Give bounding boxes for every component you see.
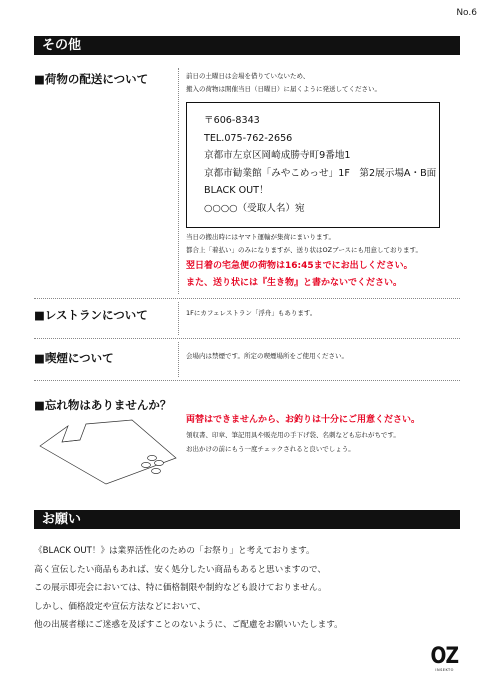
request-line-5: 他の出展者様にご迷惑を及ぼすことのないように、ご配慮をお願いいたします。 [34,620,343,630]
section-request-bar: お願い [34,510,460,529]
divider [34,338,460,339]
delivery-heading: ■荷物の配送について [34,72,149,86]
address-venue: 京都市勧業館「みやこめっせ」1F 第2展示場A・B面 [204,167,437,179]
page-number: No.6 [456,8,477,18]
smoking-heading: ■喫煙について [34,351,114,365]
restaurant-divider-vertical [178,302,179,335]
request-text [34,542,343,635]
address-recipient: ○○○○（受取人名）宛 [204,202,305,214]
shopping-bag-icon [40,420,176,484]
address-postal: 〒606-8343 [204,115,260,126]
address-street: 京都市左京区岡崎成勝寺町9番地1 [204,150,351,162]
section-other-bar: その他 [34,36,460,55]
oz-logo [428,646,461,673]
delivery-warning-1: 翌日着の宅急便の荷物は16:45までにお出しください。 [186,261,413,271]
delivery-divider-vertical [178,68,179,294]
delivery-intro-1: 前日の土曜日は会場を借りていないため、 [186,72,310,80]
change-warning: 両替はできませんから、お釣りは十分にご用意ください。 [186,415,421,425]
request-line-1: 《BLACK OUT！》は業界活性化のための「お祭り」と考えております。 [34,546,315,556]
request-line-4: しかし、価格設定や宣伝方法などにおいて、 [34,601,206,612]
smoking-text: 会場内は禁煙です。所定の喫煙場所をご使用ください。 [186,352,348,360]
smoking-divider-vertical [178,342,179,377]
bag-and-coins-illustration [34,418,184,488]
delivery-warning-2: また、送り状には『生き物』と書かないでください。 [186,278,403,288]
lost-items-line-2: お出かけの前にもう一度チェックされると良いでしょう。 [186,445,355,453]
address-box [186,102,440,228]
request-line-2: 高く宣伝したい商品もあれば、安く処分したい商品もあると思いますので、 [34,564,327,575]
delivery-note-2: 都合上「着払い」のみになりますが、送り状はOZブースにも用意しております。 [186,246,423,254]
address-event: BLACK OUT！ [204,185,269,197]
restaurant-text: 1Fにカフェレストラン「浮舟」もあります。 [186,309,317,317]
delivery-intro-2: 搬入の荷物は開催当日（日曜日）に届くように発送してください。 [186,85,381,93]
lost-items-heading: ■忘れ物はありませんか？ [34,398,172,412]
logo-text: OZ [430,644,459,669]
restaurant-heading: ■レストランについて [34,308,148,322]
request-line-3: この展示即売会においては、特に価格制限や制約なども設けておりません。 [34,583,327,593]
lost-items-line-1: 領収書、印章、筆記用具や販売用の手下げ袋、名刺なども忘れがちです。 [186,431,400,439]
delivery-note-1: 当日の搬出時にはヤマト運輸が集荷にまいります。 [186,233,335,241]
divider [34,298,460,299]
address-tel: TEL.075-762-2656 [204,132,293,144]
logo-subtext: INSEKTO [435,668,454,672]
divider [34,380,460,381]
